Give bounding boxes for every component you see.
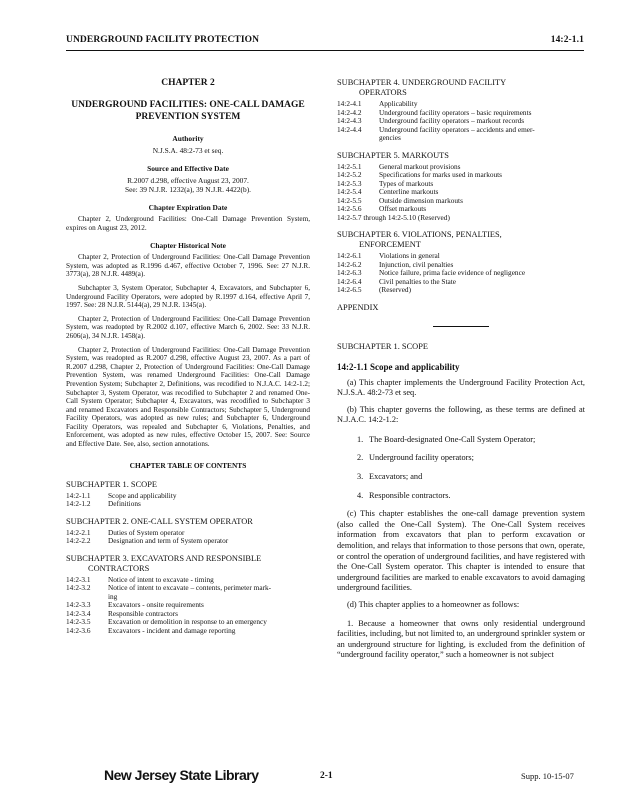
toc-entry-title: Notice failure, prima facie evidence of negligence <box>379 268 526 277</box>
para-d1: 1. Because a homeowner that owns only residential underground facilities, including, but not limited to, an underground sprinkler system or an underground structure for lighting, is excluded from the definition of “underground facility operator,” such a homeowner is not subject <box>337 618 585 660</box>
toc-entry[interactable] <box>66 492 310 501</box>
running-header <box>66 34 584 51</box>
list-item-text: Underground facility operators; <box>369 453 474 463</box>
toc-entry-title: Civil penalties to the State <box>379 276 457 286</box>
toc-entry-number: 14:2-5.5 <box>337 195 362 205</box>
toc-entry[interactable] <box>66 627 310 636</box>
toc-entry[interactable] <box>337 252 585 261</box>
toc-entry-number: 14:2-3.5 <box>66 617 91 627</box>
section-title: 14:2-1.1 Scope and applicability <box>337 361 460 372</box>
toc-entry-title: Underground facility operators – accidents and emer- <box>379 124 535 134</box>
list-item-text: Responsible contractors. <box>369 490 451 500</box>
toc-entry-title: Injunction, civil penalties <box>379 259 454 269</box>
toc-entry-number: 14:2-3.6 <box>66 625 91 635</box>
supplement-date: Supp. 10-15-07 <box>521 771 574 781</box>
toc-heading: CHAPTER TABLE OF CONTENTS <box>129 460 247 470</box>
history-notes <box>66 253 310 448</box>
toc-entry[interactable] <box>337 180 585 189</box>
toc-left <box>66 480 310 644</box>
toc-entry-title: Underground facility operators – markout records <box>379 116 525 125</box>
list-item <box>337 472 585 483</box>
chapter-number: CHAPTER 2 <box>161 78 215 88</box>
toc-entry-number: 14:2-3.3 <box>66 600 91 610</box>
toc-entry-title: (Reserved) <box>379 285 412 294</box>
toc-entry[interactable] <box>66 584 310 601</box>
toc-entry[interactable] <box>66 500 310 509</box>
toc-entry-number: 14:2-3.4 <box>66 608 91 618</box>
history-note: Chapter 2, Protection of Underground Facilities: One-Call Damage Prevention System, was adopted as R.1996 d.467, effective October 7, 1996. See: 27 N.J.R. 3773(a), 28 N.J.R. 4489(a). <box>66 253 310 279</box>
toc-entry-number: 14:2-4.2 <box>337 107 362 117</box>
history-note: Subchapter 3, System Operator, Subchapter 4, Excavators, and Subchapter 6, Underground Facility Operators, were adopted by R.1997 d.164, effective April 7, 1997. See: 28 N.J.R. 5144(a), 29 N.J.R. 1345(a). <box>66 283 310 310</box>
source-heading: Source and Effective Date <box>147 164 229 173</box>
toc-subchapter-heading[interactable]: SUBCHAPTER 1. SCOPE <box>66 479 157 489</box>
running-header-title: UNDERGROUND FACILITY PROTECTION <box>66 35 260 45</box>
toc-entry-number: 14:2-6.4 <box>337 276 362 286</box>
toc-entry-title: Specifications for marks used in markouts <box>379 170 503 179</box>
toc-right <box>337 78 585 303</box>
toc-entry[interactable] <box>66 537 310 546</box>
toc-entry-title: Centerline markouts <box>379 187 439 196</box>
toc-entry-number: 14:2-4.4 <box>337 124 362 134</box>
toc-entry-title: Scope and applicability <box>108 490 177 500</box>
source-line-2: See: 39 N.J.R. 1232(a), 39 N.J.R. 4422(b). <box>124 185 252 194</box>
left-column <box>66 78 310 643</box>
toc-entry-title: Violations in general <box>379 251 440 260</box>
toc-entry-title: Applicability <box>379 99 418 108</box>
list-item-text: Excavators; and <box>369 472 423 482</box>
toc-entry-title: Duties of System operator <box>108 527 185 537</box>
toc-entry[interactable] <box>337 286 585 295</box>
toc-subchapter-heading-cont: OPERATORS <box>359 88 407 97</box>
toc-subchapter-heading[interactable]: SUBCHAPTER 6. VIOLATIONS, PENALTIES, <box>337 230 502 239</box>
toc-subchapter-heading[interactable]: SUBCHAPTER 5. MARKOUTS <box>337 150 449 160</box>
authority-heading: Authority <box>172 134 204 143</box>
page-number: 2-1 <box>320 771 333 781</box>
para-a: (a) This chapter implements the Underground Facility Protection Act, N.J.S.A. 48:2-73 et seq. <box>337 377 585 398</box>
para-b: (b) This chapter governs the following, as these terms are defined at N.J.A.C. 14:2-1.2: <box>337 404 585 425</box>
toc-entry-title: gencies <box>379 133 401 142</box>
right-column <box>337 78 585 667</box>
toc-entry[interactable] <box>66 601 310 610</box>
toc-entry-number: 14:2-1.2 <box>66 499 91 509</box>
toc-entry-number: 14:2-4.1 <box>337 99 362 108</box>
toc-entry-number: 14:2-6.2 <box>337 259 362 269</box>
toc-entry-title: Excavation or demolition in response to an emergency <box>108 617 267 627</box>
toc-entry-number: 14:2-6.3 <box>337 268 362 277</box>
toc-entry-number: 14:2-5.2 <box>337 170 362 179</box>
toc-entry[interactable] <box>337 197 585 206</box>
expiration-heading: Chapter Expiration Date <box>148 203 228 212</box>
history-heading: Chapter Historical Note <box>150 241 226 251</box>
toc-entry-number: 14:2-5.4 <box>337 187 362 196</box>
toc-subchapter-heading[interactable]: SUBCHAPTER 4. UNDERGROUND FACILITY <box>337 78 507 87</box>
toc-entry[interactable] <box>337 171 585 180</box>
toc-entry-title: Excavators - onsite requirements <box>108 600 204 610</box>
toc-entry[interactable] <box>337 278 585 287</box>
list-item-number: 3. <box>357 472 364 482</box>
list-item-number: 2. <box>357 453 364 463</box>
toc-entry-title: Notice of intent to excavate – contents, perimeter mark- <box>108 583 272 593</box>
toc-entry-number: 14:2-6.1 <box>337 251 362 260</box>
list-item <box>337 435 585 446</box>
toc-entry-number: 14:2-5.3 <box>337 178 362 188</box>
toc-entry-title: Designation and term of System operator <box>108 536 229 546</box>
toc-entry-number: 14:2-5.6 <box>337 204 362 213</box>
toc-entry-title: Responsible contractors <box>108 608 178 618</box>
toc-entry-title: Excavators - incident and damage reporting <box>108 625 236 635</box>
toc-entry-number: 14:2-3.2 <box>66 583 91 593</box>
toc-entry-title: Types of markouts <box>379 178 434 188</box>
source-line-1: R.2007 d.298, effective August 23, 2007. <box>127 176 249 185</box>
toc-entry-title: Outside dimension markouts <box>379 195 463 205</box>
toc-entry-number: 14:2-5.1 <box>337 161 362 171</box>
list-b <box>337 435 585 501</box>
expiration-text: Chapter 2, Underground Facilities: One-Call Damage Prevention System, expires on August 23, 2012. <box>66 215 310 232</box>
toc-entry-number: 14:2-2.2 <box>66 536 91 546</box>
authority-text: N.J.S.A. 48:2-73 et seq. <box>152 146 224 155</box>
toc-subchapter-heading[interactable]: SUBCHAPTER 2. ONE-CALL SYSTEM OPERATOR <box>66 516 253 526</box>
toc-subchapter-heading[interactable]: SUBCHAPTER 3. EXCAVATORS AND RESPONSIBLE <box>66 553 262 563</box>
toc-entry-title: ing <box>108 591 118 601</box>
toc-entry-title: 14:2-5.7 through 14:2-5.10 (Reserved) <box>337 212 450 222</box>
toc-entry-title: Definitions <box>108 499 141 509</box>
list-item <box>337 453 585 464</box>
history-note: Chapter 2, Protection of Underground Facilities: One-Call Damage Prevention System, was readopted by R.2002 d.107, effective March 6, 2002. See: 33 N.J.R. 2606(a), 34 N.J.R. 1458(a). <box>66 314 310 340</box>
toc-entry[interactable] <box>337 269 585 278</box>
toc-entry-number: 14:2-1.1 <box>66 490 91 500</box>
para-c: (c) This chapter establishes the one-call damage prevention system (also called the One-Call System). The One-Call System receives information from excavators that plan to perform excavation or demolition, and relays that information to those persons that own, operate, or control the operation of underground facilities, and have registered with the One-Call System operator. This chapter is intended to ensure that underground facilities are marked to enable excavators to avoid damaging underground facilities. <box>337 509 585 593</box>
chapter-title: UNDERGROUND FACILITIES: ONE-CALL DAMAGE PREVENTION SYSTEM <box>71 100 305 122</box>
running-header-section: 14:2-1.1 <box>550 35 584 45</box>
list-item-number: 4. <box>357 490 364 500</box>
library-watermark: New Jersey State Library <box>104 767 259 783</box>
toc-entry-number: 14:2-4.3 <box>337 116 362 125</box>
toc-appendix[interactable]: APPENDIX <box>337 302 379 312</box>
para-d: (d) This chapter applies to a homeowner as follows: <box>347 600 520 609</box>
history-note: Chapter 2, Protection of Underground Facilities: One-Call Damage Prevention System, was readopted as R.2007 d.298, effective August 23, 2007. As a part of R.2007 d.298, Chapter 2, Protection of Underground Facilities: One-Call Damage Prevention System, was renamed Underground Facilities: One-Call Damage Prevention System; Subchapter 2, Definitions, was recodified to N.J.A.C. 14:2-1.2; Subchapter 3, System Operator, was recodified to Subchapter 2 and renamed One-Call System Operator; Subchapter 4, Excavators, was recodified to Subchapter 3 and renamed Excavators and Responsible Contractors; Subchapter 5, Underground Facility Operators, was adopted as new rules; and Subchapter 6, Underground Facility Operators, was repealed and Subchapter 6, Violations, Penalties, and Enforcement, was adopted as new rules, effective October 15, 2007. See: Source and Effective Date. See, also, section annotations. <box>66 345 310 449</box>
toc-entry-title: General markout provisions <box>379 161 461 171</box>
toc-entry-title: Notice of intent to excavate - timing <box>108 574 214 584</box>
subchapter-title: SUBCHAPTER 1. SCOPE <box>337 341 428 351</box>
toc-subchapter-heading-cont: CONTRACTORS <box>88 563 150 573</box>
toc-entry-number: 14:2-2.1 <box>66 527 91 537</box>
toc-entry[interactable] <box>337 214 585 223</box>
toc-entry[interactable] <box>337 126 585 143</box>
list-item-number: 1. <box>357 434 364 444</box>
toc-entry-title: Offset markouts <box>379 204 427 213</box>
toc-entry-title: Underground facility operators – basic requirements <box>379 107 532 117</box>
toc-entry-number: 14:2-6.5 <box>337 285 362 294</box>
toc-entry-number: 14:2-3.1 <box>66 574 91 584</box>
list-item-text: The Board-designated One-Call System Operator; <box>369 434 536 444</box>
list-item <box>337 491 585 502</box>
toc-subchapter-heading-cont: ENFORCEMENT <box>359 240 421 249</box>
section-divider <box>433 326 489 327</box>
